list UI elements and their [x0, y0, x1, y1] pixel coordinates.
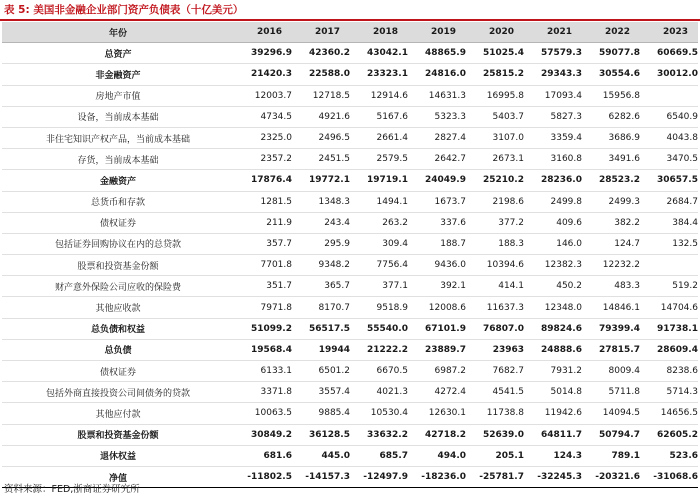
value-cell: 23963	[466, 339, 524, 360]
value-cell: 9518.9	[350, 297, 408, 318]
value-cell: 23323.1	[350, 64, 408, 85]
value-cell: 79399.4	[582, 318, 640, 339]
value-cell: 483.3	[582, 276, 640, 297]
value-cell: 243.4	[292, 212, 350, 233]
value-cell: 3359.4	[524, 127, 582, 148]
value-cell: 6987.2	[408, 361, 466, 382]
value-cell: 9885.4	[292, 403, 350, 424]
value-cell: 2684.7	[640, 191, 698, 212]
value-cell: 357.7	[234, 233, 292, 254]
value-cell: 67101.9	[408, 318, 466, 339]
value-cell: 7756.4	[350, 255, 408, 276]
value-cell: 2357.2	[234, 149, 292, 170]
value-cell: 14094.5	[582, 403, 640, 424]
value-cell: -14157.3	[292, 466, 350, 487]
value-cell: 685.7	[350, 445, 408, 466]
value-cell: 445.0	[292, 445, 350, 466]
value-cell: 7971.8	[234, 297, 292, 318]
value-cell: 56517.5	[292, 318, 350, 339]
value-cell: 51099.2	[234, 318, 292, 339]
value-cell: 19719.1	[350, 170, 408, 191]
value-cell: 188.7	[408, 233, 466, 254]
value-cell: 17876.4	[234, 170, 292, 191]
table-row	[2, 233, 698, 254]
row-label: 总资产	[2, 43, 234, 64]
value-cell: 8170.7	[292, 297, 350, 318]
table-row	[2, 318, 698, 339]
table-row	[2, 382, 698, 403]
value-cell: 3686.9	[582, 127, 640, 148]
value-cell: 5167.6	[350, 106, 408, 127]
value-cell: 351.7	[234, 276, 292, 297]
value-cell: 2827.4	[408, 127, 466, 148]
value-cell: 2673.1	[466, 149, 524, 170]
value-cell: 12348.0	[524, 297, 582, 318]
value-cell: 12003.7	[234, 85, 292, 106]
value-cell: 12718.5	[292, 85, 350, 106]
row-label: 净值	[2, 466, 234, 487]
value-cell: 523.6	[640, 445, 698, 466]
value-cell: 188.3	[466, 233, 524, 254]
value-cell: 494.0	[408, 445, 466, 466]
value-cell: 365.7	[292, 276, 350, 297]
value-cell: 2661.4	[350, 127, 408, 148]
value-cell: 6670.5	[350, 361, 408, 382]
value-cell: 11637.3	[466, 297, 524, 318]
value-cell: 62605.2	[640, 424, 698, 445]
year-header: 2021	[524, 22, 582, 43]
value-cell: 15956.8	[582, 85, 640, 106]
value-cell: 3371.8	[234, 382, 292, 403]
table-row	[2, 212, 698, 233]
value-cell: 4541.5	[466, 382, 524, 403]
value-cell: 377.1	[350, 276, 408, 297]
value-cell: 5827.3	[524, 106, 582, 127]
value-cell: 6501.2	[292, 361, 350, 382]
row-label: 金融资产	[2, 170, 234, 191]
value-cell: 24049.9	[408, 170, 466, 191]
value-cell: 6133.1	[234, 361, 292, 382]
value-cell: 205.1	[466, 445, 524, 466]
value-cell: 19772.1	[292, 170, 350, 191]
table-row	[2, 403, 698, 424]
value-cell: 5714.3	[640, 382, 698, 403]
table-row	[2, 297, 698, 318]
table-row	[2, 339, 698, 360]
value-cell: 211.9	[234, 212, 292, 233]
value-cell: 2499.3	[582, 191, 640, 212]
row-label: 总货币和存款	[2, 191, 234, 212]
value-cell: 3557.4	[292, 382, 350, 403]
value-cell: 10530.4	[350, 403, 408, 424]
table-caption: 表 5: 美国非金融企业部门资产负债表（十亿美元）	[4, 4, 244, 16]
table-header	[2, 22, 698, 43]
row-label: 设备，当前成本基础	[2, 106, 234, 127]
row-label: 其他应收款	[2, 297, 234, 318]
year-header: 2022	[582, 22, 640, 43]
value-cell: 450.2	[524, 276, 582, 297]
row-label: 股票和投资基金份额	[2, 255, 234, 276]
value-cell: 25815.2	[466, 64, 524, 85]
value-cell: -12497.9	[350, 466, 408, 487]
value-cell: 16995.8	[466, 85, 524, 106]
table-row	[2, 424, 698, 445]
value-cell: 4021.3	[350, 382, 408, 403]
value-cell: 11738.8	[466, 403, 524, 424]
value-cell: 12008.6	[408, 297, 466, 318]
row-label: 债权证券	[2, 212, 234, 233]
value-cell: 337.6	[408, 212, 466, 233]
value-cell: 23889.7	[408, 339, 466, 360]
year-header: 2018	[350, 22, 408, 43]
table-row	[2, 127, 698, 148]
value-cell: -18236.0	[408, 466, 466, 487]
value-cell: 48865.9	[408, 43, 466, 64]
value-cell: 9348.2	[292, 255, 350, 276]
value-cell: 7701.8	[234, 255, 292, 276]
row-label: 股票和投资基金份额	[2, 424, 234, 445]
year-header: 2023	[640, 22, 698, 43]
year-header: 2019	[408, 22, 466, 43]
value-cell: 519.2	[640, 276, 698, 297]
value-cell: 7931.2	[524, 361, 582, 382]
row-label: 其他应付款	[2, 403, 234, 424]
table-row	[2, 361, 698, 382]
value-cell: 2642.7	[408, 149, 466, 170]
row-label: 存货，当前成本基础	[2, 149, 234, 170]
value-cell: 4921.6	[292, 106, 350, 127]
value-cell: 2325.0	[234, 127, 292, 148]
value-cell: 1348.3	[292, 191, 350, 212]
value-cell: 5403.7	[466, 106, 524, 127]
value-cell: 6282.6	[582, 106, 640, 127]
value-cell: 21222.2	[350, 339, 408, 360]
value-cell: -31068.6	[640, 466, 698, 487]
value-cell: 1494.1	[350, 191, 408, 212]
value-cell: -20321.6	[582, 466, 640, 487]
value-cell: 382.2	[582, 212, 640, 233]
value-cell: 11942.6	[524, 403, 582, 424]
value-cell: 10063.5	[234, 403, 292, 424]
value-cell: 42718.2	[408, 424, 466, 445]
value-cell: 28523.2	[582, 170, 640, 191]
value-cell: 57579.3	[524, 43, 582, 64]
value-cell: 30657.5	[640, 170, 698, 191]
year-column-header: 年份	[2, 22, 234, 43]
value-cell: 4734.5	[234, 106, 292, 127]
value-cell: 8238.6	[640, 361, 698, 382]
value-cell: 55540.0	[350, 318, 408, 339]
row-label: 债权证券	[2, 361, 234, 382]
row-label: 财产意外保险公司应收的保险费	[2, 276, 234, 297]
value-cell	[640, 85, 698, 106]
value-cell: 5014.8	[524, 382, 582, 403]
value-cell: 295.9	[292, 233, 350, 254]
table-row	[2, 255, 698, 276]
value-cell: 25210.2	[466, 170, 524, 191]
value-cell: 1673.7	[408, 191, 466, 212]
row-label: 退休权益	[2, 445, 234, 466]
value-cell: 76807.0	[466, 318, 524, 339]
value-cell: 2579.5	[350, 149, 408, 170]
table-row	[2, 445, 698, 466]
table-row	[2, 170, 698, 191]
value-cell: 50794.7	[582, 424, 640, 445]
value-cell: 6540.9	[640, 106, 698, 127]
value-cell: 3491.6	[582, 149, 640, 170]
table-row	[2, 85, 698, 106]
value-cell: 10394.6	[466, 255, 524, 276]
value-cell: 60669.5	[640, 43, 698, 64]
value-cell: 28609.4	[640, 339, 698, 360]
table-body	[2, 43, 698, 488]
value-cell: 43042.1	[350, 43, 408, 64]
value-cell: 2499.8	[524, 191, 582, 212]
value-cell: 124.7	[582, 233, 640, 254]
source-note: 资料来源：FED,浙商证券研究所	[4, 484, 140, 495]
value-cell: 51025.4	[466, 43, 524, 64]
value-cell: -11802.5	[234, 466, 292, 487]
value-cell: 24816.0	[408, 64, 466, 85]
value-cell: 59077.8	[582, 43, 640, 64]
value-cell: 681.6	[234, 445, 292, 466]
caption-divider	[0, 19, 700, 21]
table-row	[2, 276, 698, 297]
row-label: 非住宅知识产权产品，当前成本基础	[2, 127, 234, 148]
value-cell: 14704.6	[640, 297, 698, 318]
value-cell: 33632.2	[350, 424, 408, 445]
table-row	[2, 191, 698, 212]
year-header: 2016	[234, 22, 292, 43]
value-cell: 52639.0	[466, 424, 524, 445]
value-cell: 146.0	[524, 233, 582, 254]
value-cell: 5323.3	[408, 106, 466, 127]
value-cell: 12382.3	[524, 255, 582, 276]
value-cell: 2451.5	[292, 149, 350, 170]
value-cell: 309.4	[350, 233, 408, 254]
value-cell: 4272.4	[408, 382, 466, 403]
value-cell: 7682.7	[466, 361, 524, 382]
value-cell: -32245.3	[524, 466, 582, 487]
value-cell: 9436.0	[408, 255, 466, 276]
value-cell: 789.1	[582, 445, 640, 466]
value-cell: 5711.8	[582, 382, 640, 403]
value-cell: 89824.6	[524, 318, 582, 339]
table-row	[2, 106, 698, 127]
year-header: 2017	[292, 22, 350, 43]
balance-sheet-table	[2, 22, 698, 488]
value-cell	[640, 255, 698, 276]
value-cell: 30012.0	[640, 64, 698, 85]
value-cell: 124.3	[524, 445, 582, 466]
value-cell: 36128.5	[292, 424, 350, 445]
value-cell: 14846.1	[582, 297, 640, 318]
value-cell: 263.2	[350, 212, 408, 233]
value-cell: 27815.7	[582, 339, 640, 360]
value-cell: 1281.5	[234, 191, 292, 212]
value-cell: 3470.5	[640, 149, 698, 170]
value-cell: 3160.8	[524, 149, 582, 170]
value-cell: 14631.3	[408, 85, 466, 106]
value-cell: 132.5	[640, 233, 698, 254]
table-row	[2, 149, 698, 170]
value-cell: 14656.5	[640, 403, 698, 424]
value-cell: 30849.2	[234, 424, 292, 445]
row-label: 非金融资产	[2, 64, 234, 85]
table-row	[2, 43, 698, 64]
row-label: 包括证券回购协议在内的总贷款	[2, 233, 234, 254]
value-cell: 17093.4	[524, 85, 582, 106]
value-cell: 409.6	[524, 212, 582, 233]
value-cell: 19944	[292, 339, 350, 360]
value-cell: 2198.6	[466, 191, 524, 212]
value-cell: 91738.1	[640, 318, 698, 339]
value-cell: 12914.6	[350, 85, 408, 106]
value-cell: 377.2	[466, 212, 524, 233]
year-header: 2020	[466, 22, 524, 43]
header-row	[2, 22, 698, 43]
value-cell: 64811.7	[524, 424, 582, 445]
row-label: 包括外商直接投资公司间债务的贷款	[2, 382, 234, 403]
value-cell: 42360.2	[292, 43, 350, 64]
value-cell: 414.1	[466, 276, 524, 297]
table-row	[2, 64, 698, 85]
value-cell: 29343.3	[524, 64, 582, 85]
value-cell: 3107.0	[466, 127, 524, 148]
value-cell: 39296.9	[234, 43, 292, 64]
value-cell: 12232.2	[582, 255, 640, 276]
value-cell: 4043.8	[640, 127, 698, 148]
value-cell: 12630.1	[408, 403, 466, 424]
value-cell: 8009.4	[582, 361, 640, 382]
row-label: 总负债	[2, 339, 234, 360]
value-cell: 24888.6	[524, 339, 582, 360]
value-cell: 2496.5	[292, 127, 350, 148]
value-cell: 19568.4	[234, 339, 292, 360]
value-cell: 30554.6	[582, 64, 640, 85]
value-cell: 384.4	[640, 212, 698, 233]
value-cell: -25781.7	[466, 466, 524, 487]
value-cell: 22588.0	[292, 64, 350, 85]
row-label: 总负债和权益	[2, 318, 234, 339]
value-cell: 392.1	[408, 276, 466, 297]
row-label: 房地产市值	[2, 85, 234, 106]
value-cell: 21420.3	[234, 64, 292, 85]
value-cell: 28236.0	[524, 170, 582, 191]
